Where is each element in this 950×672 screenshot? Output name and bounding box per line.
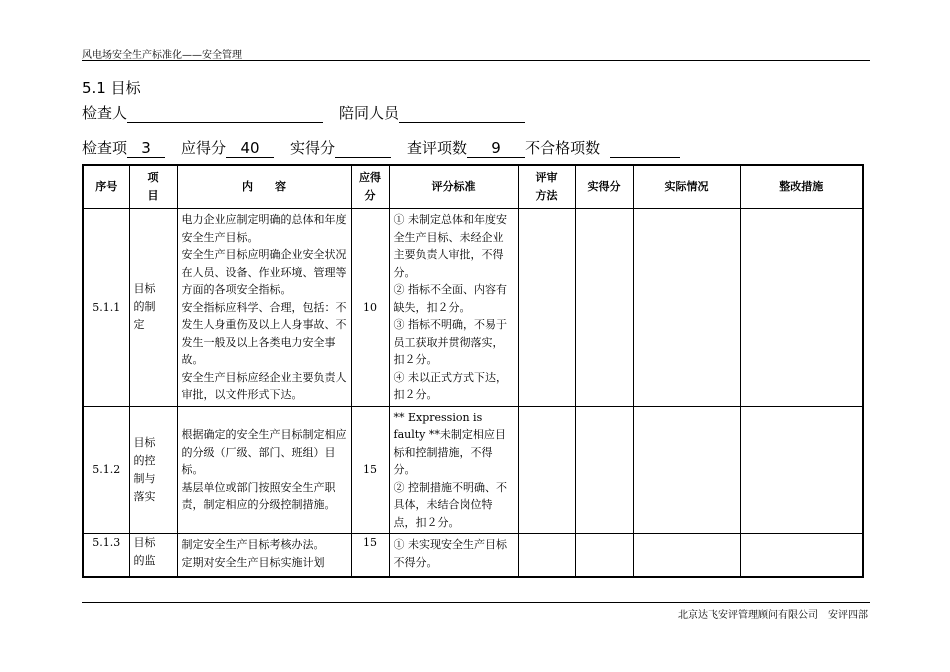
page-header: 风电场安全生产标准化——安全管理 [82, 50, 242, 61]
companion-label: 陪同人员 [339, 104, 400, 122]
row-number: 5.1.3 [83, 534, 129, 578]
review-count-field[interactable]: 9 [467, 140, 525, 158]
col-header-standard: 评分标准 [389, 165, 518, 209]
col-header-item: 项 目 [129, 165, 177, 209]
actual-score-label: 实得分 [290, 139, 336, 157]
row-method-cell[interactable] [518, 406, 575, 534]
summary-line [82, 137, 680, 158]
table-row [83, 534, 863, 578]
fail-count-label: 不合格项数 [525, 139, 601, 157]
row-situation-cell[interactable] [633, 209, 740, 407]
col-header-method: 评审 方法 [518, 165, 575, 209]
check-item-label: 检查项 [82, 139, 128, 157]
row-standard: ① 未制定总体和年度安全生产目标、未经企业主要负责人审批，不得分。 ② 指标不全面、内容有缺失，扣２分。 ③ 指标不明确，不易于员工获取并贯彻落实，扣２分。 ④ 未以正式方式下达，扣２分。 [389, 209, 518, 407]
row-standard: ** Expression is faulty **未制定相应目标和控制措施，不得分。 ② 控制措施不明确、不具体，未结合岗位特点，扣２分。 [389, 406, 518, 534]
row-standard: ① 未实现安全生产目标不得分。 [389, 534, 518, 578]
row-measures-cell[interactable] [740, 209, 863, 407]
row-score: 15 [351, 406, 389, 534]
col-header-situation: 实际情况 [633, 165, 740, 209]
row-number: 5.1.1 [83, 209, 129, 407]
section-title: 5.1 目标 [82, 79, 141, 97]
row-item: 目标 的控 制与 落实 [129, 406, 177, 534]
row-situation-cell[interactable] [633, 406, 740, 534]
row-content: 电力企业应制定明确的总体和年度安全生产目标。 安全生产目标应明确企业安全状况在人员、设备、作业环境、管理等方面的各项安全指标。 安全指标应科学、合理，包括：不发生人身重伤及以上人身事故、不发生一般及以上各类电力安全事故。 安全生产目标应经企业主要负责人审批，以文件形式下达。 [177, 209, 351, 407]
table-row [83, 406, 863, 534]
row-content: 根据确定的安全生产目标制定相应的分级（厂级、部门、班组）目标。 基层单位或部门按照安全生产职责，制定相应的分级控制措施。 [177, 406, 351, 534]
col-header-content: 内 容 [177, 165, 351, 209]
fail-count-field[interactable] [610, 140, 680, 158]
row-number: 5.1.2 [83, 406, 129, 534]
row-score: 15 [351, 534, 389, 578]
row-actual-cell[interactable] [575, 406, 633, 534]
row-actual-cell[interactable] [575, 209, 633, 407]
row-actual-cell[interactable] [575, 534, 633, 578]
due-score-label: 应得分 [181, 139, 227, 157]
col-header-no: 序号 [83, 165, 129, 209]
row-method-cell[interactable] [518, 534, 575, 578]
row-measures-cell[interactable] [740, 406, 863, 534]
header-divider [82, 60, 870, 61]
col-header-actual: 实得分 [575, 165, 633, 209]
companion-field[interactable] [399, 105, 525, 123]
row-item: 目标 的制 定 [129, 209, 177, 407]
col-header-measures: 整改措施 [740, 165, 863, 209]
table-row [83, 209, 863, 407]
due-score-field[interactable]: 40 [226, 140, 274, 158]
actual-score-field[interactable] [335, 140, 391, 158]
inspector-field[interactable] [127, 105, 323, 123]
table-header-row [83, 165, 863, 209]
row-measures-cell[interactable] [740, 534, 863, 578]
col-header-score: 应得 分 [351, 165, 389, 209]
page-footer: 北京达飞安评管理顾问有限公司 安评四部 [678, 610, 868, 621]
check-item-field[interactable]: 3 [127, 140, 165, 158]
row-content: 制定安全生产目标考核办法。 定期对安全生产目标实施计划 [177, 534, 351, 578]
inspector-label: 检查人 [82, 104, 128, 122]
row-situation-cell[interactable] [633, 534, 740, 578]
inspector-line [82, 102, 525, 123]
evaluation-table [82, 164, 864, 578]
row-method-cell[interactable] [518, 209, 575, 407]
row-score: 10 [351, 209, 389, 407]
row-item: 目标 的监 [129, 534, 177, 578]
footer-divider [82, 602, 870, 603]
review-count-label: 查评项数 [407, 139, 468, 157]
